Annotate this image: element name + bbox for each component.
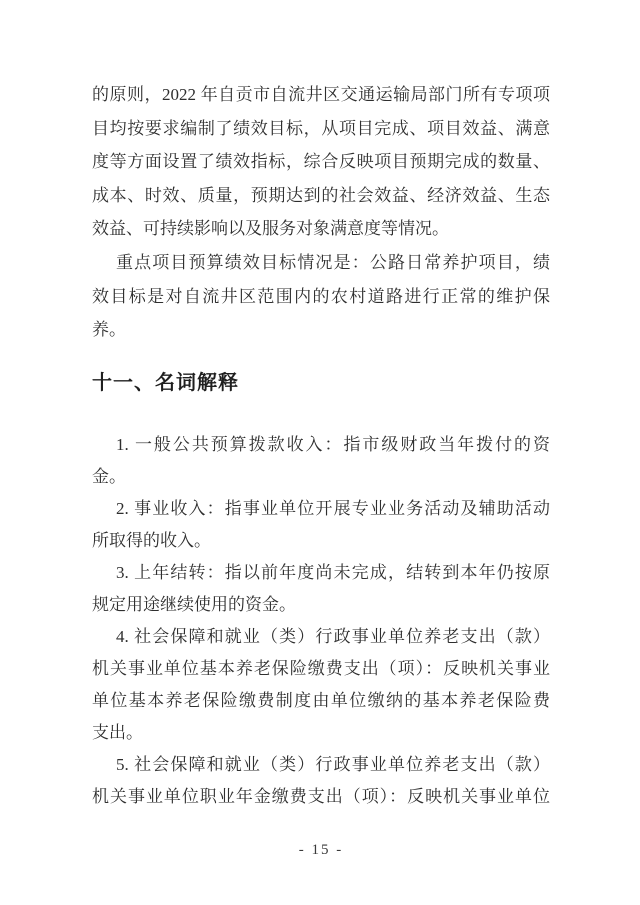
text-line: 机关事业单位职业年金缴费支出（项）：反映机关事业单位 [92,787,550,806]
text-line: 效目标是对自流井区范围内的农村道路进行正常的维护保 [92,286,550,306]
text-line: 1. 一般公共预算拨款收入：指市级财政当年拨付的资 [116,435,550,454]
paragraph-key-project-targets [92,246,550,347]
section-heading-glossary: 十一、名词解释 [92,372,239,394]
text-line: 支出。 [92,723,143,742]
glossary-term-1 [92,429,550,493]
glossary-term-5 [92,749,550,813]
text-line: 2. 事业收入：指事业单位开展专业业务活动及辅助活动 [116,499,550,518]
text-line: 效益、可持续影响以及服务对象满意度等情况。 [92,219,449,239]
text-line: 养。 [92,320,126,340]
paragraph-performance-targets [92,78,550,246]
text-line: 度等方面设置了绩效指标，综合反映项目预期完成的数量、 [92,152,550,172]
text-line: 5. 社会保障和就业（类）行政事业单位养老支出（款） [116,755,550,774]
page-number: - 15 - [298,842,344,858]
text-line: 3. 上年结转：指以前年度尚未完成，结转到本年仍按原 [116,563,550,582]
text-line: 规定用途继续使用的资金。 [92,595,296,614]
text-line: 所取得的收入。 [92,531,211,550]
text-line: 重点项目预算绩效目标情况是：公路日常养护项目，绩 [116,252,550,272]
text-line: 金。 [92,467,126,486]
body-text-upper [92,78,550,347]
glossary-term-4 [92,621,550,749]
text-line: 目均按要求编制了绩效目标，从项目完成、项目效益、满意 [92,118,550,138]
text-line: 4. 社会保障和就业（类）行政事业单位养老支出（款） [116,627,550,646]
text-line: 的原则，2022 年自贡市自流井区交通运输局部门所有专项项 [92,85,550,104]
text-line: 成本、时效、质量，预期达到的社会效益、经济效益、生态 [92,185,550,205]
glossary-term-2 [92,493,550,557]
glossary-term-3 [92,557,550,621]
text-line: 机关事业单位基本养老保险缴费支出（项）：反映机关事业 [92,659,550,678]
text-line: 单位基本养老保险缴费制度由单位缴纳的基本养老保险费 [92,691,550,710]
body-text-glossary [92,429,550,813]
